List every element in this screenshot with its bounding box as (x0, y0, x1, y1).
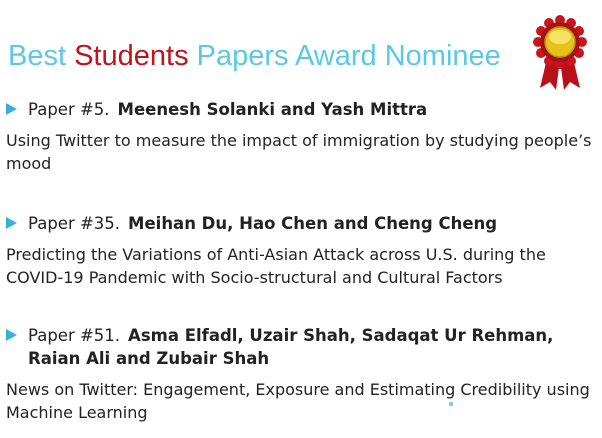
bullet-arrow-icon (6, 103, 17, 115)
paper-heading (6, 212, 596, 235)
paper-heading (6, 98, 596, 121)
slide-title (8, 38, 501, 74)
paper-description: Using Twitter to measure the impact of immigration by studying people’s mood (6, 131, 592, 173)
paper-description: News on Twitter: Engagement, Exposure and Estimating Credibility using Machine Learning (6, 380, 590, 422)
paper-authors: Asma Elfadl, Uzair Shah, Sadaqat Ur Rehman, Raian Ali and Zubair Shah (28, 326, 554, 368)
award-rosette-icon (530, 14, 590, 92)
paper-description: Predicting the Variations of Anti-Asian Attack across U.S. during the COVID-19 Pandemic with Socio-structural and Cultural Factors (6, 245, 546, 287)
bullet-arrow-icon (6, 329, 17, 341)
paper-authors: Meenesh Solanki and Yash Mittra (117, 100, 428, 119)
paper-authors: Meihan Du, Hao Chen and Cheng Cheng (128, 214, 498, 233)
paper-number: Paper #35. (28, 214, 121, 233)
paper-number: Paper #51. (28, 326, 121, 345)
title-part-students: Students (74, 40, 189, 72)
title-part-best: Best (8, 40, 75, 72)
paper-entry-51 (6, 324, 596, 424)
paper-number: Paper #5. (28, 100, 110, 119)
bullet-arrow-icon (6, 217, 17, 229)
paper-heading (6, 324, 596, 370)
paper-entry-5 (6, 98, 596, 175)
title-part-rest: Papers Award Nominee (188, 40, 501, 72)
cursor-dot (449, 402, 453, 406)
paper-entry-35 (6, 212, 596, 289)
